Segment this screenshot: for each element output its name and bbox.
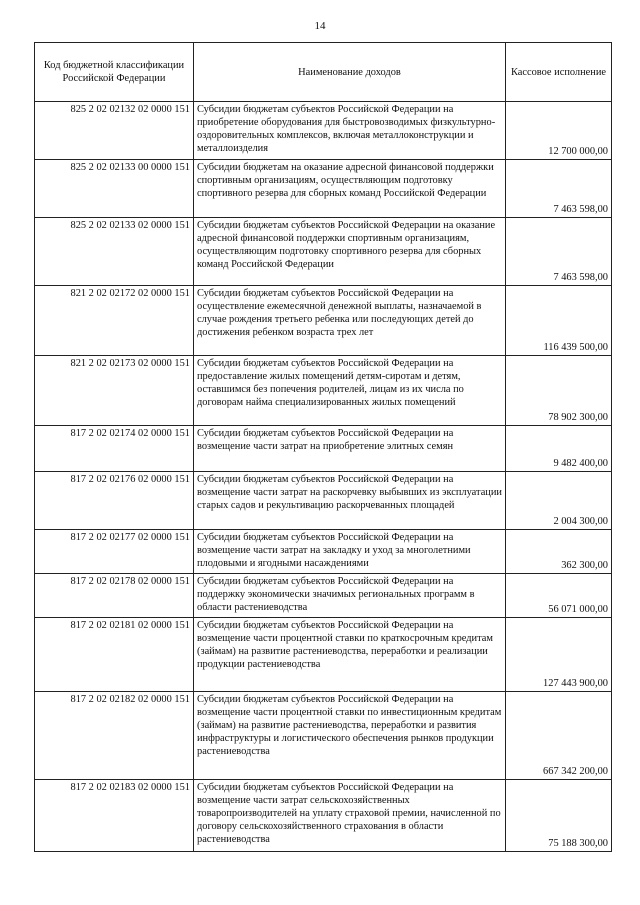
row-amount: 667 342 200,00 xyxy=(506,692,612,780)
table-row xyxy=(35,102,612,160)
row-code: 817 2 02 02178 02 0000 151 xyxy=(35,574,194,618)
row-amount: 7 463 598,00 xyxy=(506,160,612,218)
revenue-table xyxy=(34,42,612,852)
table-row xyxy=(35,618,612,692)
row-name: Субсидии бюджетам субъектов Российской Федерации на возмещение части затрат сельскохозяйственных товаропроизводителей на уплату страховой премии, начисленной по договору сельскохозяйственного страхования в области растениеводства xyxy=(194,780,506,852)
row-code: 825 2 02 02133 02 0000 151 xyxy=(35,218,194,286)
row-name: Субсидии бюджетам субъектов Российской Федерации на осуществление ежемесячной денежной выплаты, назначаемой в случае рождения третьего ребенка или последующих детей до достижения ребенком возраста трех лет xyxy=(194,286,506,356)
row-name: Субсидии бюджетам субъектов Российской Федерации на предоставление жилых помещений детям-сиротам и детям, оставшимся без попечения родителей, лицам из их числа по договорам найма специализированных жилых помещений xyxy=(194,356,506,426)
row-code: 817 2 02 02181 02 0000 151 xyxy=(35,618,194,692)
table-row xyxy=(35,530,612,574)
row-code: 821 2 02 02172 02 0000 151 xyxy=(35,286,194,356)
page-number: 14 xyxy=(314,20,326,32)
table-row xyxy=(35,574,612,618)
row-code: 821 2 02 02173 02 0000 151 xyxy=(35,356,194,426)
table-row xyxy=(35,356,612,426)
row-amount: 7 463 598,00 xyxy=(506,218,612,286)
row-amount: 9 482 400,00 xyxy=(506,426,612,472)
table-row xyxy=(35,218,612,286)
header-name: Наименование доходов xyxy=(194,43,506,102)
row-name: Субсидии бюджетам на оказание адресной финансовой поддержки спортивным организациям, осуществляющим подготовку спортивного резерва для сборных команд Российской Федерации xyxy=(194,160,506,218)
row-amount: 116 439 500,00 xyxy=(506,286,612,356)
header-amount: Кассовое исполнение xyxy=(506,43,612,102)
row-amount: 2 004 300,00 xyxy=(506,472,612,530)
table-row xyxy=(35,692,612,780)
row-code: 825 2 02 02133 00 0000 151 xyxy=(35,160,194,218)
row-name: Субсидии бюджетам субъектов Российской Федерации на приобретение оборудования для быстровозводимых физкультурно-оздоровительных комплексов, включая металлоконструкции и металлоизделия xyxy=(194,102,506,160)
row-code: 817 2 02 02182 02 0000 151 xyxy=(35,692,194,780)
row-name: Субсидии бюджетам субъектов Российской Федерации на возмещение части затрат на закладку и уход за многолетними плодовыми и ягодными насаждениями xyxy=(194,530,506,574)
row-amount: 56 071 000,00 xyxy=(506,574,612,618)
row-code: 817 2 02 02176 02 0000 151 xyxy=(35,472,194,530)
row-amount: 12 700 000,00 xyxy=(506,102,612,160)
row-name: Субсидии бюджетам субъектов Российской Федерации на возмещение части затрат на приобретение элитных семян xyxy=(194,426,506,472)
row-amount: 78 902 300,00 xyxy=(506,356,612,426)
table-row xyxy=(35,160,612,218)
header-code: Код бюджетной классификации Российской Федерации xyxy=(35,43,194,102)
row-name: Субсидии бюджетам субъектов Российской Федерации на оказание адресной финансовой поддержки спортивным организациям, осуществляющим подготовку спортивного резерва для сборных команд Российской Федерации xyxy=(194,218,506,286)
row-amount: 75 188 300,00 xyxy=(506,780,612,852)
table-row xyxy=(35,426,612,472)
table-row xyxy=(35,472,612,530)
row-amount: 127 443 900,00 xyxy=(506,618,612,692)
table-row xyxy=(35,780,612,852)
row-name: Субсидии бюджетам субъектов Российской Федерации на поддержку экономически значимых региональных программ в области растениеводства xyxy=(194,574,506,618)
row-code: 817 2 02 02174 02 0000 151 xyxy=(35,426,194,472)
row-name: Субсидии бюджетам субъектов Российской Федерации на возмещение части затрат на раскорчевку выбывших из эксплуатации старых садов и рекультивацию раскорчеванных площадей xyxy=(194,472,506,530)
row-name: Субсидии бюджетам субъектов Российской Федерации на возмещение части процентной ставки по краткосрочным кредитам (займам) на развитие растениеводства, переработки и реализации продукции растениеводства xyxy=(194,618,506,692)
row-code: 817 2 02 02183 02 0000 151 xyxy=(35,780,194,852)
table-header-row xyxy=(35,43,612,102)
row-code: 817 2 02 02177 02 0000 151 xyxy=(35,530,194,574)
row-name: Субсидии бюджетам субъектов Российской Федерации на возмещение части процентной ставки по инвестиционным кредитам (займам) на развитие растениеводства, переработки и развития инфраструктуры и логистического обеспечения рынков продукции растениеводства xyxy=(194,692,506,780)
table-row xyxy=(35,286,612,356)
row-code: 825 2 02 02132 02 0000 151 xyxy=(35,102,194,160)
row-amount: 362 300,00 xyxy=(506,530,612,574)
